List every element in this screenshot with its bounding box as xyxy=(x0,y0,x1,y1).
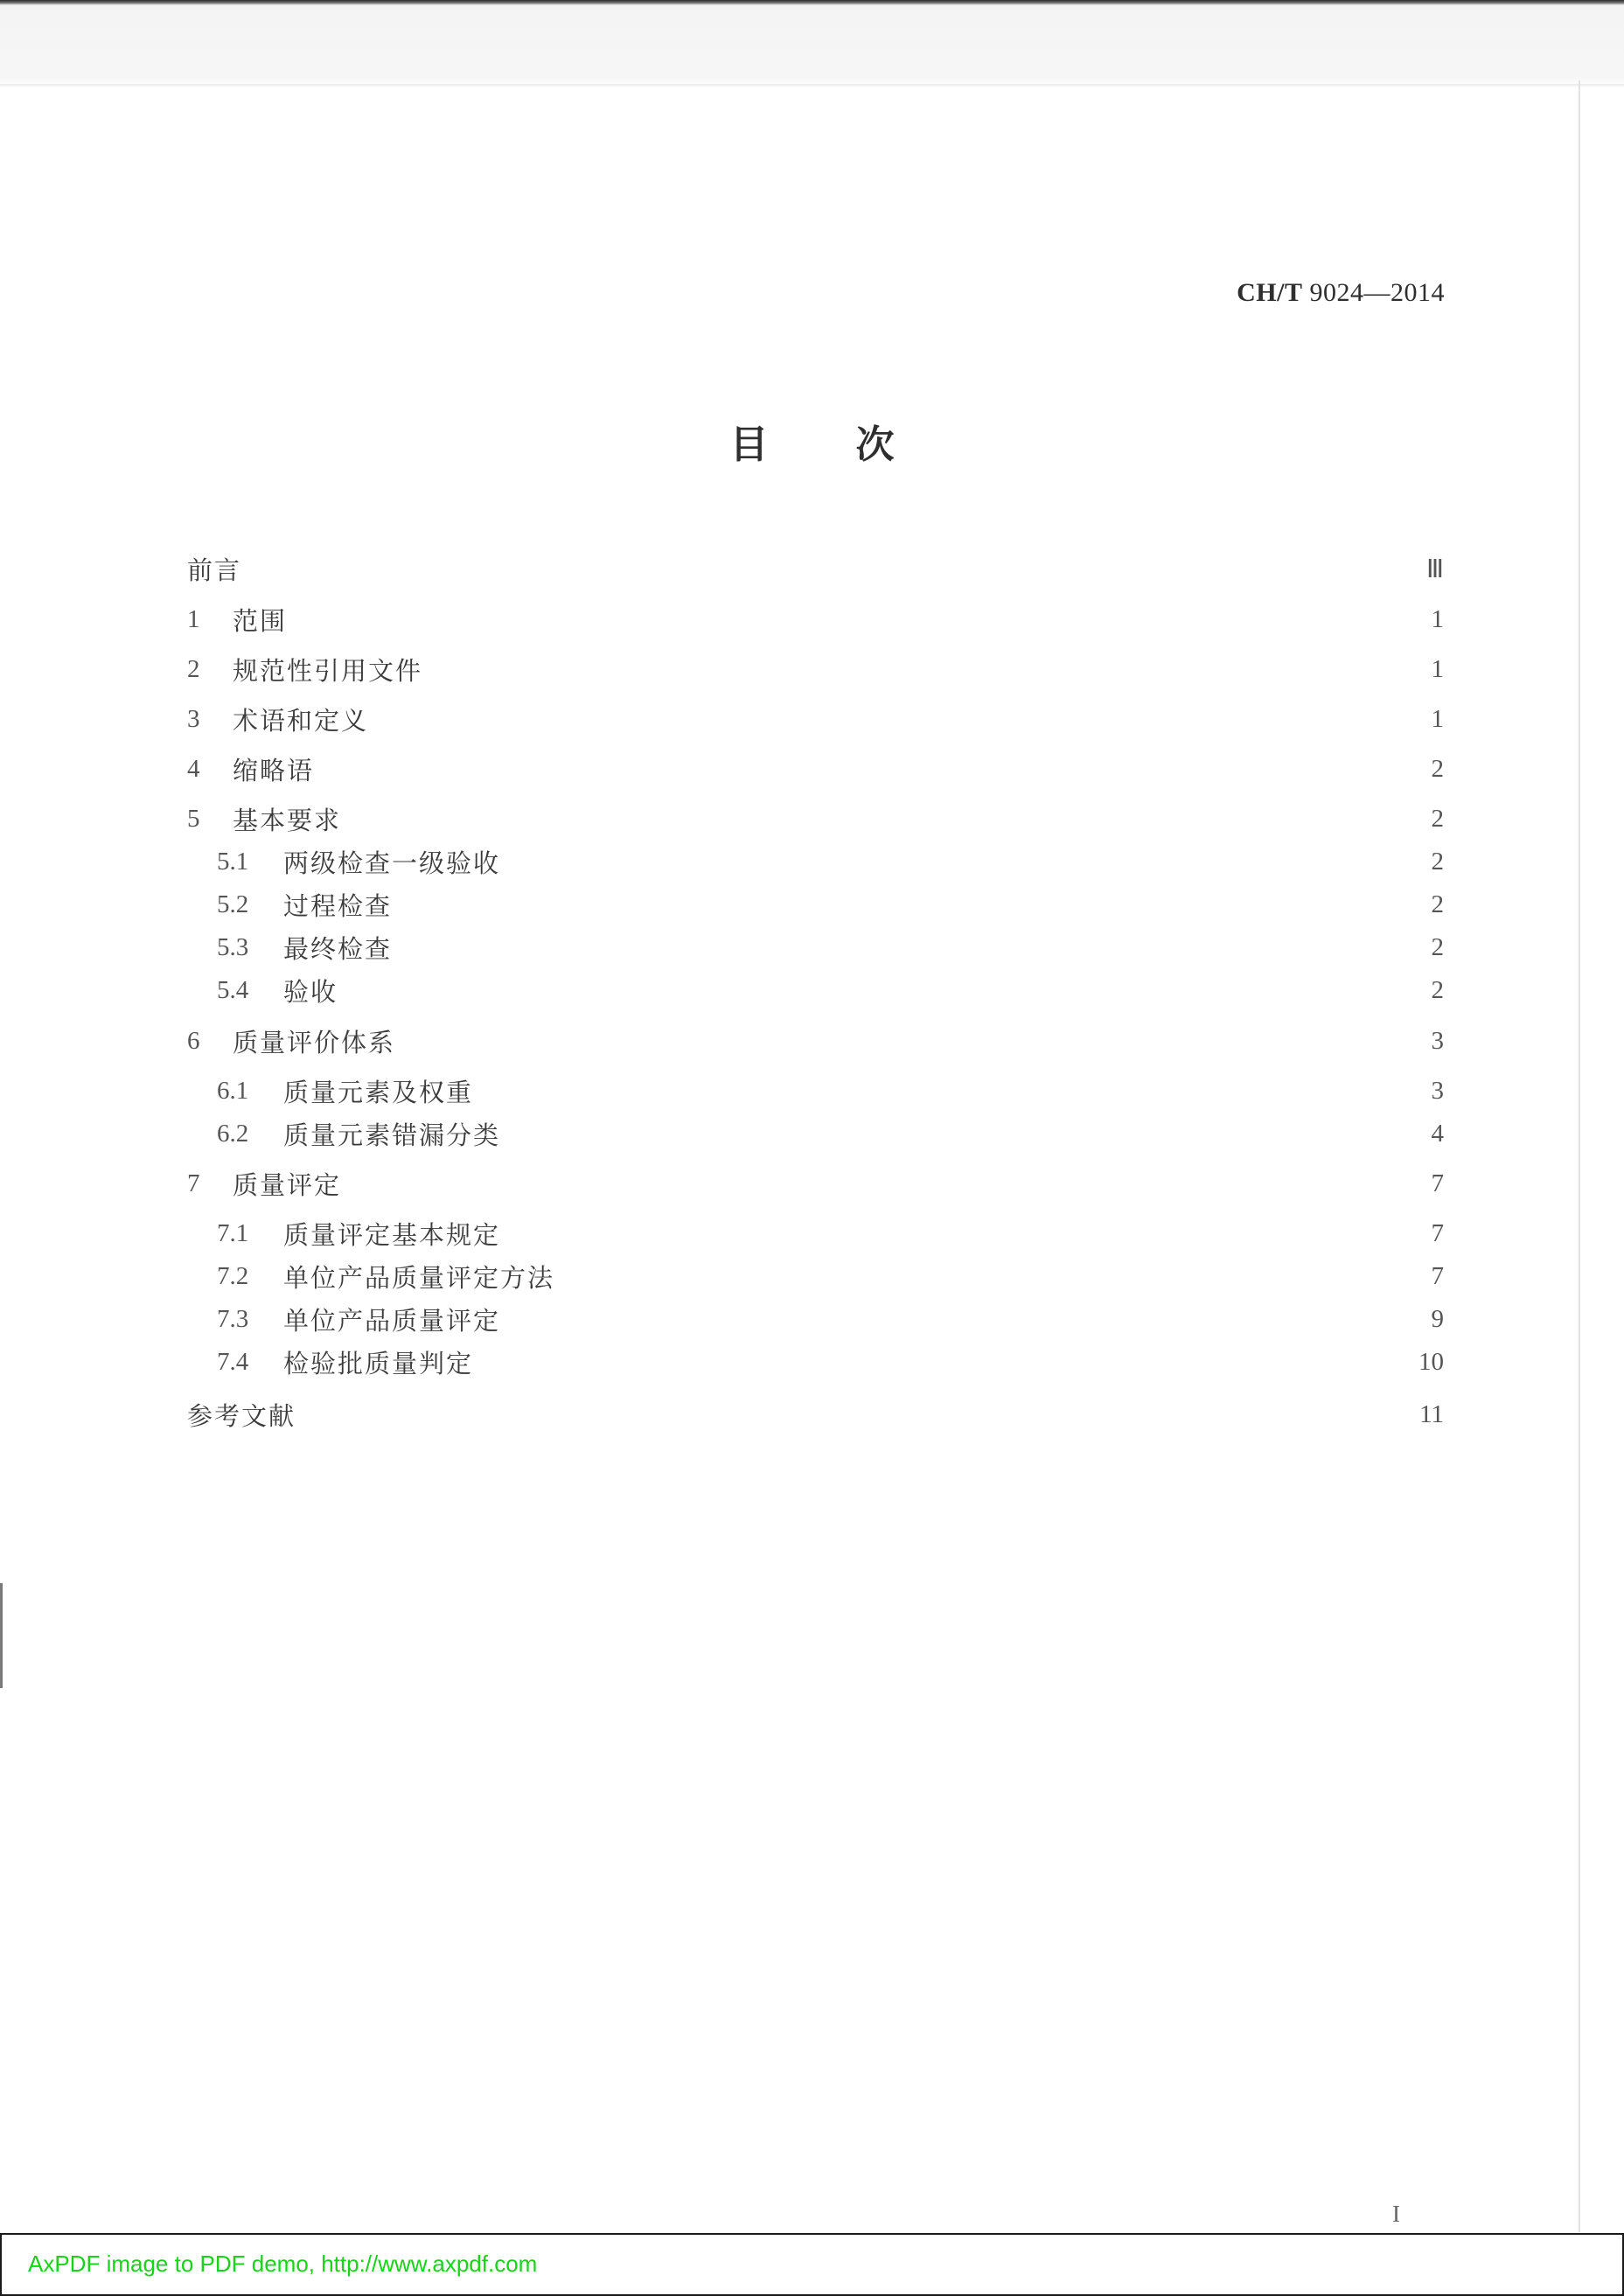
toc-leader-dots xyxy=(250,555,1414,582)
toc-leader-dots xyxy=(323,756,1414,782)
toc-entry-label: 检验批质量判定 xyxy=(283,1348,474,1378)
toc-entry-label: 范围 xyxy=(233,605,288,636)
toc-entry-6[interactable] xyxy=(187,1023,1444,1058)
toc-leader-dots xyxy=(350,1170,1414,1197)
toc-entry-label: 质量评定基本规定 xyxy=(283,1219,501,1250)
toc-entry-label: 两级检查一级验收 xyxy=(283,848,501,878)
toc-entry-label: 质量评定 xyxy=(233,1169,342,1200)
toc-entry-page: 7 xyxy=(1431,1218,1444,1247)
toc-entry-number: 7 xyxy=(187,1169,200,1197)
toc-leader-dots xyxy=(482,1349,1410,1375)
toc-entry-page: 1 xyxy=(1431,704,1444,733)
toc-entry-7-3[interactable] xyxy=(217,1302,1444,1336)
toc-entry-number: 6.1 xyxy=(217,1076,249,1105)
toc-entry-label: 单位产品质量评定方法 xyxy=(283,1262,555,1293)
toc-entry-label: 质量元素及权重 xyxy=(283,1077,474,1107)
toc-entry-page: 3 xyxy=(1431,1076,1444,1105)
toc-leader-dots xyxy=(377,706,1414,732)
toc-leader-dots xyxy=(296,606,1414,632)
toc-entry-label: 质量评价体系 xyxy=(233,1027,396,1057)
toc-entry-page: 3 xyxy=(1431,1026,1444,1055)
toc-leader-dots xyxy=(482,1078,1414,1104)
toc-entry-number: 1 xyxy=(187,604,200,633)
toc-leader-dots xyxy=(431,656,1414,682)
toc-entry-5-3[interactable] xyxy=(217,930,1444,965)
toc-entry-page: 2 xyxy=(1431,890,1444,918)
toc-entry-number: 5.4 xyxy=(217,975,249,1004)
toc-entry-page: 2 xyxy=(1431,754,1444,783)
page-edge-right xyxy=(1579,80,1580,2232)
demo-watermark-banner xyxy=(0,2233,1624,2296)
toc-entry-5-1[interactable] xyxy=(217,844,1444,879)
toc-entry-number: 2 xyxy=(187,654,200,683)
toc-entry-number: 7.3 xyxy=(217,1304,249,1333)
toc-leader-dots xyxy=(401,934,1414,960)
toc-entry-3[interactable] xyxy=(187,701,1444,736)
page-edge-left xyxy=(0,1583,3,1688)
toc-entry-page: 10 xyxy=(1418,1347,1444,1376)
toc-entry-page: 7 xyxy=(1431,1261,1444,1290)
toc-entry-label: 质量元素错漏分类 xyxy=(283,1120,501,1150)
toc-entry-label: 参考文献 xyxy=(187,1400,296,1431)
toc-entry-page: 2 xyxy=(1431,847,1444,876)
toc-entry-5[interactable] xyxy=(187,801,1444,836)
scan-shadow xyxy=(0,84,1624,87)
document-code xyxy=(1237,278,1445,308)
toc-entry-page: 1 xyxy=(1431,654,1444,683)
toc-entry-page: 2 xyxy=(1431,804,1444,833)
toc-title-char-1: 目 xyxy=(729,422,769,467)
toc-entry-7[interactable] xyxy=(187,1166,1444,1201)
toc-entry-number: 7.1 xyxy=(217,1218,249,1247)
toc-entry-number: 3 xyxy=(187,704,200,733)
toc-leader-dots xyxy=(350,806,1414,832)
toc-entry-4[interactable] xyxy=(187,751,1444,786)
toc-entry-label: 验收 xyxy=(283,976,338,1007)
toc-entry-page: 4 xyxy=(1431,1119,1444,1148)
toc-entry-page: 11 xyxy=(1419,1399,1444,1428)
toc-entry-number: 5 xyxy=(187,804,200,833)
toc-leader-dots xyxy=(401,891,1414,918)
toc-leader-dots xyxy=(404,1028,1414,1054)
toc-title-char-2: 次 xyxy=(855,422,895,467)
toc-entry-5-2[interactable] xyxy=(217,887,1444,922)
toc-entry-label: 单位产品质量评定 xyxy=(283,1305,501,1336)
toc-entry-page: 2 xyxy=(1431,932,1444,961)
toc-entry-number: 7.2 xyxy=(217,1261,249,1290)
toc-leader-dots xyxy=(509,1306,1414,1332)
toc-entry-label: 前言 xyxy=(187,555,242,585)
toc-entry-7-2[interactable] xyxy=(217,1259,1444,1294)
toc-entry-6-1[interactable] xyxy=(217,1073,1444,1108)
toc-entry-page: 7 xyxy=(1431,1169,1444,1197)
toc-entry-label: 规范性引用文件 xyxy=(233,655,423,686)
toc-entry-number: 5.3 xyxy=(217,932,249,961)
toc-leader-dots xyxy=(509,848,1414,875)
document-code-prefix: CH/T xyxy=(1237,278,1303,307)
toc-entry-number: 5.1 xyxy=(217,847,249,876)
toc-entry-number: 4 xyxy=(187,754,200,783)
toc-entry-label: 过程检查 xyxy=(283,890,393,921)
toc-entry-page: 2 xyxy=(1431,975,1444,1004)
page-number: I xyxy=(1392,2201,1400,2227)
toc-entry-number: 6.2 xyxy=(217,1119,249,1148)
toc-entry-page: 9 xyxy=(1431,1304,1444,1333)
toc-entry-7-4[interactable] xyxy=(217,1344,1444,1379)
toc-entry-page: 1 xyxy=(1431,604,1444,633)
toc-entry-page: Ⅲ xyxy=(1426,555,1444,583)
toc-entry-label: 基本要求 xyxy=(233,805,342,835)
toc-entry-label: 缩略语 xyxy=(233,755,315,785)
toc-entry-foreword[interactable] xyxy=(187,551,1444,586)
toc-entry-7-1[interactable] xyxy=(217,1216,1444,1251)
toc-leader-dots xyxy=(346,977,1414,1003)
toc-entry-label: 术语和定义 xyxy=(233,705,369,736)
scan-top-border xyxy=(0,0,1624,87)
toc-title xyxy=(0,413,1624,469)
toc-entry-number: 7.4 xyxy=(217,1347,249,1376)
toc-entry-6-2[interactable] xyxy=(217,1116,1444,1151)
toc-leader-dots xyxy=(509,1220,1414,1246)
document-code-number: 9024—2014 xyxy=(1309,278,1445,307)
toc-entry-number: 6 xyxy=(187,1026,200,1055)
toc-leader-dots xyxy=(563,1263,1414,1289)
toc-leader-dots xyxy=(304,1401,1411,1427)
toc-entry-number: 5.2 xyxy=(217,890,249,918)
toc-entry-5-4[interactable] xyxy=(217,973,1444,1008)
toc-entry-label: 最终检查 xyxy=(283,933,393,964)
toc-entry-2[interactable] xyxy=(187,652,1444,687)
toc-entry-1[interactable] xyxy=(187,602,1444,637)
toc-leader-dots xyxy=(509,1120,1414,1147)
toc-entry-references[interactable] xyxy=(187,1397,1444,1432)
watermark-text: AxPDF image to PDF demo, http://www.axpdf.com xyxy=(28,2251,538,2277)
